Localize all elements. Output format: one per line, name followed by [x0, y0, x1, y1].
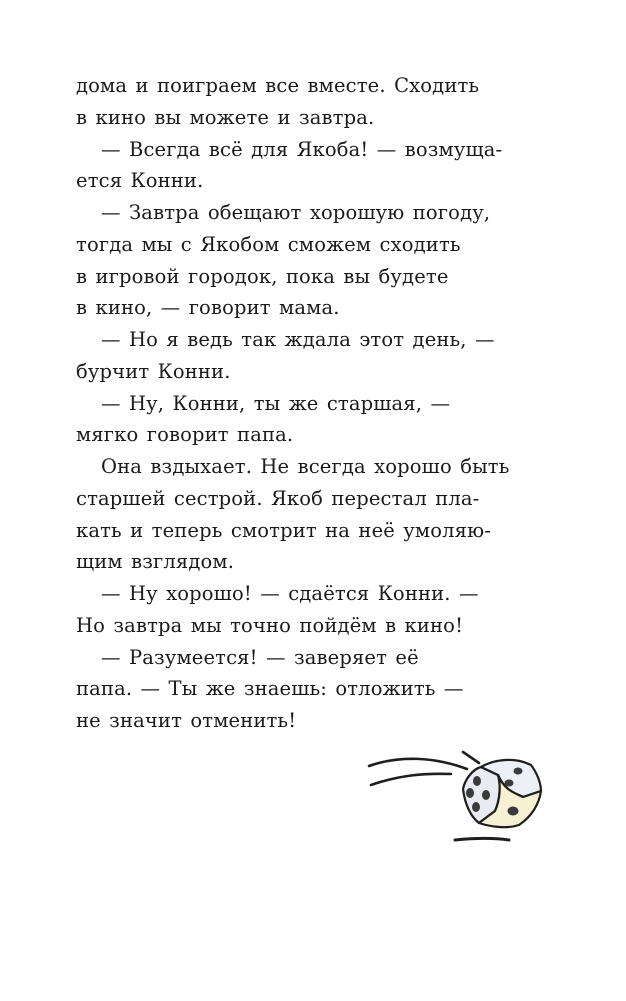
text-line: ется Конни.: [76, 169, 204, 193]
dice-pip-icon: [473, 776, 481, 786]
dice-pip-icon: [508, 807, 519, 816]
text-line: Она вздыхает. Не всегда хорошо быть: [101, 455, 510, 478]
motion-line-icon: [463, 752, 479, 763]
page-text: [76, 70, 536, 737]
dice-pip-icon: [466, 788, 474, 798]
text-line: старшей сестрой. Якоб перестал пла-: [76, 486, 480, 510]
text-line: кать и теперь смотрит на неё умоляю-: [76, 518, 491, 542]
text-line: — Но я ведь так ждала этот день, —: [101, 328, 495, 351]
text-line: папа. — Ты же знаешь: отложить —: [76, 677, 464, 701]
text-line: — Разумеется! — заверяет её: [101, 645, 419, 669]
text-line: в кино, — говорит мама.: [76, 296, 340, 320]
dice-pip-icon: [505, 780, 514, 787]
motion-line-icon: [369, 759, 467, 769]
text-line: тогда мы с Якобом сможем сходить: [76, 232, 461, 256]
text-line: — Всегда всё для Якоба! — возмуща-: [101, 137, 503, 161]
text-line: дома и поиграем все вместе. Сходить: [76, 74, 480, 97]
text-line: в кино вы можете и завтра.: [76, 105, 375, 129]
rolling-dice-icon: [355, 745, 555, 845]
dice-pip-icon: [482, 790, 490, 800]
dice-pip-icon: [514, 768, 523, 775]
dice-pip-icon: [472, 802, 480, 812]
text-line: бурчит Конни.: [76, 359, 231, 383]
motion-line-icon: [371, 774, 451, 785]
text-line: в игровой городок, пока вы будете: [76, 264, 449, 288]
text-line: мягко говорит папа.: [76, 423, 294, 447]
text-line: — Ну, Конни, ты же старшая, —: [101, 391, 451, 415]
text-line: — Ну хорошо! — сдаётся Конни. —: [101, 582, 479, 605]
text-line: — Завтра обещают хорошую погоду,: [101, 201, 491, 224]
ground-line-icon: [455, 839, 509, 841]
text-line: Но завтра мы точно пойдём в кино!: [76, 613, 464, 637]
text-line: не значит отменить!: [76, 709, 297, 732]
text-line: щим взглядом.: [76, 550, 235, 574]
